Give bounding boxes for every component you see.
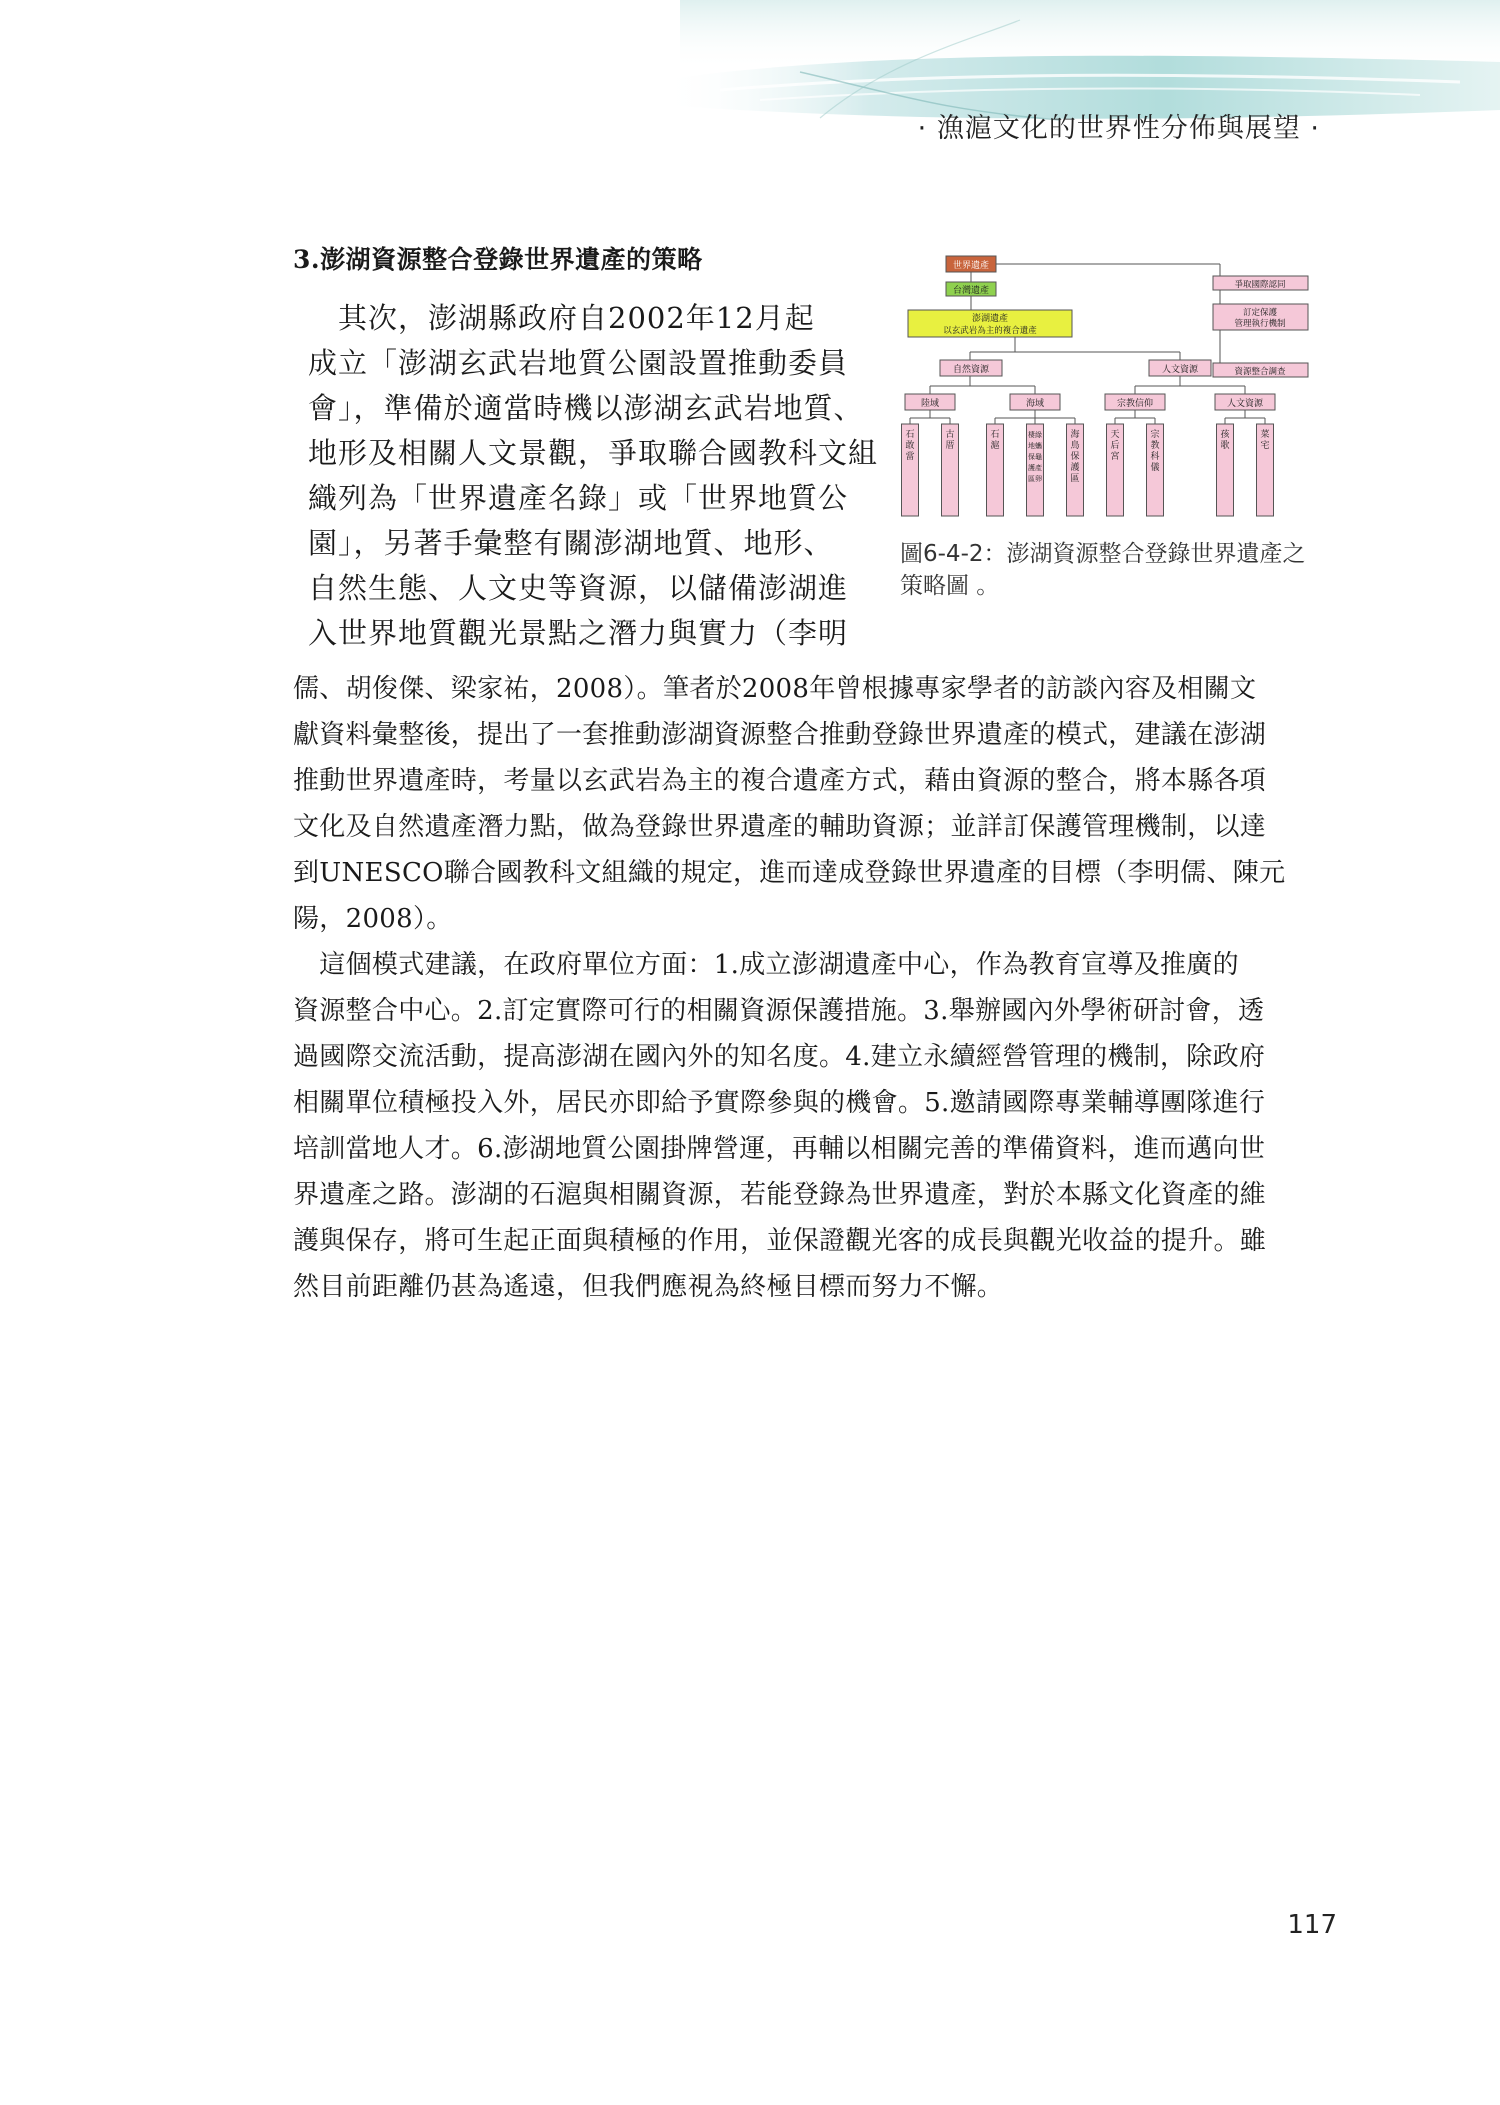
label-penghu-composite: 以玄武岩為主的複合遺產 bbox=[943, 326, 1037, 336]
leaf-label-char: 后 bbox=[1110, 441, 1120, 451]
text-line: 織列為「世界遺產名錄」或「世界地質公 bbox=[308, 481, 849, 515]
section-title: 3.澎湖資源整合登錄世界遺產的策略 bbox=[293, 245, 703, 274]
leaf-label-char: 菜 bbox=[1260, 430, 1270, 440]
text-line: 界遺產之路。澎湖的石滬與相關資源，若能登錄為世界遺產，對於本縣文化資產的維 bbox=[293, 1180, 1267, 1210]
text-line: 入世界地質觀光景點之潛力與實力（李明 bbox=[308, 616, 849, 650]
leaf-label-char: 保 bbox=[1070, 452, 1080, 462]
label-international-recognition: 爭取國際認同 bbox=[1234, 280, 1286, 290]
text-line: 文化及自然遺產潛力點，做為登錄世界遺產的輔助資源；並詳訂保護管理機制，以達 bbox=[293, 812, 1267, 842]
leaf-label-char: 鳥 bbox=[1070, 441, 1080, 451]
text-line: 相關單位積極投入外，居民亦即給予實際參與的機會。5.邀請國際專業輔導團隊進行 bbox=[293, 1088, 1266, 1118]
label-resource-survey: 資源整合調查 bbox=[1234, 367, 1286, 377]
text-line: 資源整合中心。2.訂定實際可行的相關資源保護措施。3.舉辦國內外學術研討會，透 bbox=[293, 996, 1265, 1026]
figure-caption bbox=[900, 538, 1340, 602]
label-world-heritage: 世界遺產 bbox=[952, 261, 990, 271]
text-line: 然目前距離仍甚為遙遠，但我們應視為終極目標而努力不懈。 bbox=[293, 1272, 1004, 1302]
leaf-label-char: 蠵 bbox=[1035, 442, 1042, 450]
leaf-nodes bbox=[902, 424, 1274, 516]
leaf-label-char: 宅 bbox=[1260, 441, 1270, 451]
leaf-label-char: 古 bbox=[945, 430, 955, 440]
text-line: 這個模式建議，在政府單位方面：1.成立澎湖遺產中心，作為教育宣導及推廣的 bbox=[293, 950, 1239, 980]
leaf-label-char: 教 bbox=[1150, 441, 1160, 451]
text-line: 獻資料彙整後，提出了一套推動澎湖資源整合推動登錄世界遺產的模式，建議在澎湖 bbox=[293, 720, 1267, 750]
running-header: · 漁滬文化的世界性分佈與展望 · bbox=[917, 113, 1320, 144]
strategy-diagram bbox=[900, 252, 1330, 527]
body-paragraphs bbox=[293, 666, 1333, 1310]
leaf-label-char: 當 bbox=[905, 452, 915, 462]
leaf-label-char: 產 bbox=[1035, 464, 1042, 472]
leaf-label-char: 宮 bbox=[1110, 452, 1120, 462]
text-line: 到UNESCO聯合國教科文組織的規定，進而達成登錄世界遺產的目標（李明儒、陳元 bbox=[293, 858, 1286, 888]
label-protection: 訂定保護 bbox=[1242, 308, 1278, 318]
text-line: 成立「澎湖玄武岩地質公園設置推動委員 bbox=[308, 346, 849, 380]
text-line: 儒、胡俊傑、梁家祐，2008）。筆者於2008年曾根據專家學者的訪談內容及相關文 bbox=[293, 674, 1257, 704]
leaf-label-char: 儀 bbox=[1150, 463, 1160, 473]
label-taiwan-heritage: 台灣遺產 bbox=[952, 286, 990, 296]
leaf-label-char: 棲 bbox=[1028, 431, 1035, 439]
leaf-label-char: 海 bbox=[1070, 430, 1080, 440]
text-line: 過國際交流活動，提高澎湖在國內外的知名度。4.建立永續經營管理的機制，除政府 bbox=[293, 1042, 1266, 1072]
text-line: 地形及相關人文景觀，爭取聯合國教科文組 bbox=[308, 436, 879, 470]
leaf-label-char: 科 bbox=[1150, 452, 1160, 462]
intro-paragraph bbox=[308, 296, 879, 656]
text-line: 自然生態、人文史等資源，以儲備澎湖進 bbox=[308, 571, 849, 605]
text-line: 其次，澎湖縣政府自2002年12月起 bbox=[308, 301, 815, 335]
leaf-label-char: 歌 bbox=[1220, 441, 1230, 451]
leaf-label-char: 護 bbox=[1070, 463, 1080, 473]
leaf-label-char: 綠 bbox=[1035, 431, 1042, 439]
leaf-label-char: 卵 bbox=[1035, 475, 1042, 483]
leaf-label-char: 地 bbox=[1028, 442, 1035, 450]
label-land: 陸域 bbox=[920, 399, 940, 409]
leaf-label-char: 天 bbox=[1110, 430, 1120, 440]
label-sea: 海域 bbox=[1025, 399, 1045, 409]
label-natural-resources: 自然資源 bbox=[952, 365, 990, 375]
text-line: 會」，準備於適當時機以澎湖玄武岩地質、 bbox=[308, 391, 864, 425]
leaf-label-char: 保 bbox=[1028, 453, 1035, 461]
leaf-label-char: 宗 bbox=[1150, 430, 1160, 440]
label-religion: 宗教信仰 bbox=[1116, 399, 1154, 409]
leaf-label-char: 護 bbox=[1028, 464, 1035, 472]
leaf-label-char: 滬 bbox=[990, 441, 1000, 451]
text-line: 推動世界遺產時，考量以玄武岩為主的複合遺產方式，藉由資源的整合，將本縣各項 bbox=[293, 766, 1267, 796]
leaf-label-char: 石 bbox=[990, 430, 1000, 440]
label-management-mechanism: 管理執行機制 bbox=[1234, 319, 1286, 329]
caption-line: 策略圖 。 bbox=[900, 573, 1000, 599]
leaf-label-char: 厝 bbox=[945, 441, 955, 451]
text-line: 園」，另著手彙整有關澎湖地質、地形、 bbox=[308, 526, 834, 560]
text-line: 陽，2008）。 bbox=[293, 904, 453, 934]
leaf-label-char: 區 bbox=[1028, 475, 1035, 483]
leaf-label-char: 龜 bbox=[1035, 453, 1042, 461]
leaf-label-char: 區 bbox=[1070, 474, 1080, 484]
page-number: 117 bbox=[1287, 1910, 1337, 1940]
leaf-label-char: 敢 bbox=[905, 441, 915, 451]
caption-line: 圖6-4-2：澎湖資源整合登錄世界遺產之 bbox=[900, 541, 1306, 567]
leaf-label-char: 孩 bbox=[1220, 430, 1230, 440]
label-penghu-heritage: 澎湖遺產 bbox=[971, 314, 1009, 324]
text-line: 培訓當地人才。6.澎湖地質公園掛牌營運，再輔以相關完善的準備資料，進而邁向世 bbox=[293, 1134, 1266, 1164]
label-cultural-resources: 人文資源 bbox=[1161, 365, 1199, 375]
leaf-label-char: 石 bbox=[905, 430, 915, 440]
text-line: 護與保存，將可生起正面與積極的作用，並保證觀光客的成長與觀光收益的提升。雖 bbox=[293, 1226, 1267, 1256]
label-humanities: 人文資源 bbox=[1226, 399, 1264, 409]
